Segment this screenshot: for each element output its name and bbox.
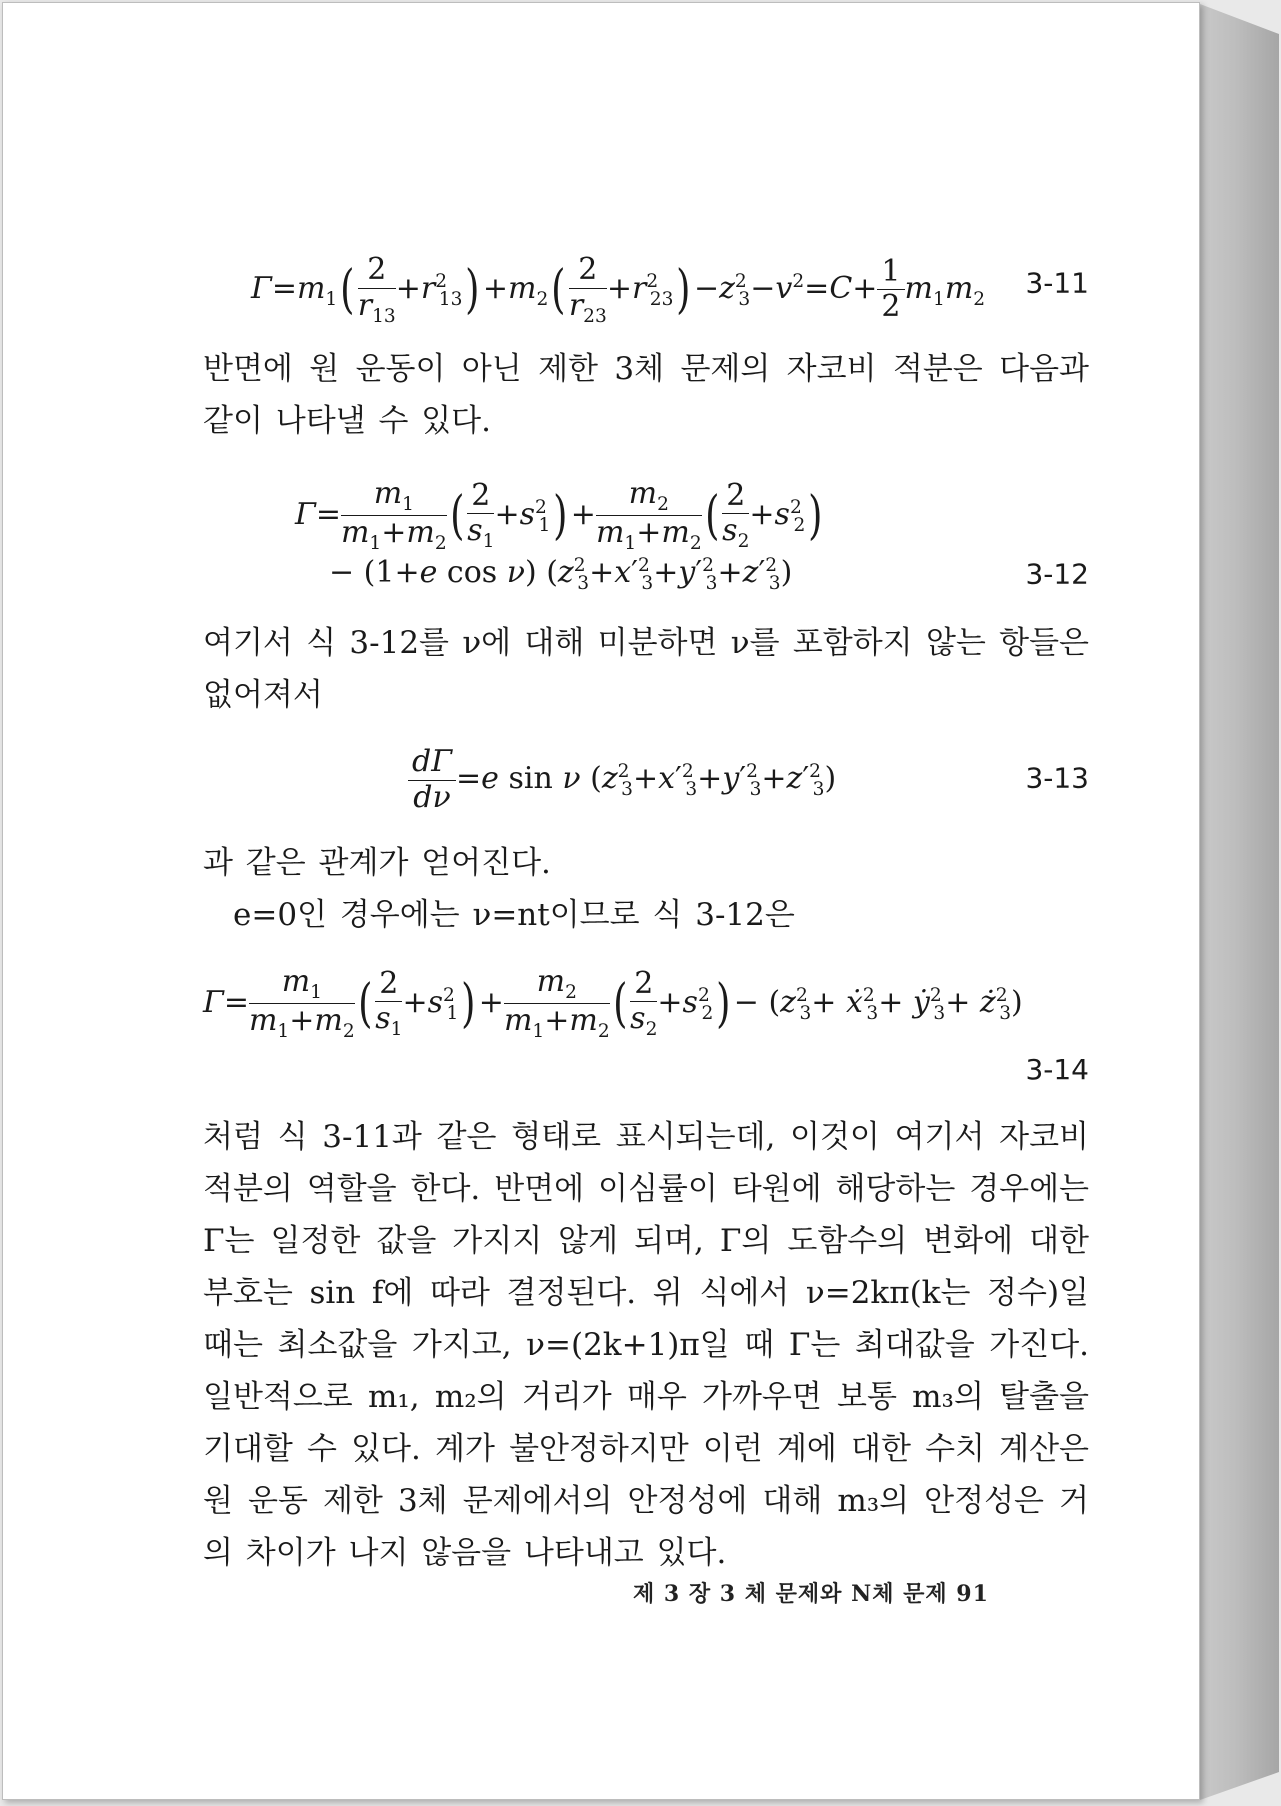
equation-3-14 <box>203 964 1089 1043</box>
paragraph-3: 과 같은 관계가 얻어진다. <box>203 845 551 881</box>
equation-3-12-body-1: Γ= $\frac{m_1}{m_1+m_2}$ ( $\frac{2}{s_1}$ $+s^2_1$) + $\frac{m_2}{m_1+m_2}$ ( $\frac{2}{s_2}$ $+s^2_2$) <box>295 476 823 555</box>
equation-3-12-line2 <box>203 551 1089 597</box>
paragraph-1: 반면에 원 운동이 아닌 제한 3체 문제의 자코비 적분은 다음과 같이 나타낼 수 있다. <box>203 351 1089 439</box>
equation-3-12-line1 <box>203 476 1089 555</box>
equation-3-13-body: $\frac{d\Gamma}{d\nu}$ =e sin ν $(z^2_3+x'^2_3+y'^2_3+z'^2_3)$ <box>408 745 836 815</box>
book-page-edge <box>1200 4 1279 1800</box>
equation-3-12-body-2: − (1+e cos ν) $(z^2_3+x'^2_3+y'^2_3+z'^2_3)$ <box>329 555 793 594</box>
paragraph-4: e=0인 경우에는 ν=nt이므로 식 3-12은 <box>233 897 795 933</box>
equation-number-3-12: 3-12 <box>1025 557 1089 591</box>
equation-number-3-11: 3-11 <box>1025 266 1089 300</box>
paragraph-5: 처럼 식 3-11과 같은 형태로 표시되는데, 이것이 여기서 자코비 적분의 역할을 한다. 반면에 이심률이 타원에 해당하는 경우에는 Γ는 일정한 값을 가지지 않게 되며, Γ의 도함수의 변화에 대한 부호는 sin f에 따라 결정된다. 위 식에서 ν=2kπ(k는 정수)일 때는 최소값을 가지고, ν=(2k+1)π일 때 Γ는 최대값을 가진다. 일반적으로 m₁, m₂의 거리가 매우 가까우면 보통 m₃의 탈출을 기대할 수 있다. 계가 불안정하지만 이런 계에 대한 수치 계산은 원 운동 제한 3체 문제에서의 안정성에 대해 m₃의 안정성은 거의 차이가 나지 않음을 나타내고 있다. <box>203 1119 1089 1571</box>
equation-number-3-14: 3-14 <box>1025 1053 1089 1086</box>
page-footer: 제 3 장 3 체 문제와 N체 문제 91 <box>633 1581 989 1607</box>
equation-3-14-body: Γ= $\frac{m_1}{m_1+m_2}$ ( $\frac{2}{s_1}$ $+s^2_1$) + $\frac{m_2}{m_1+m_2}$ ( $\frac{2}{s_2}$ $+s^2_2) - (z^2_3+$ ẋ$^2_3$+ ẏ$^2_3$+ $ż^2_3$) <box>203 964 1023 1043</box>
equation-3-11 <box>203 251 1089 327</box>
equation-number-3-13: 3-13 <box>1025 761 1089 795</box>
book-page <box>2 2 1200 1800</box>
equation-3-11-body: $\Gamma=m_1$( $\frac{2}{r_{13}}$ $+r^2_{13}) +m_2$( $\frac{2}{r_{23}}$ $+r^2_{23}) -z^2_3-v^2=C+$ $\frac{1}{2}$ $m_1m_2$ <box>251 252 986 327</box>
equation-3-13 <box>203 744 1089 815</box>
paragraph-2: 여기서 식 3-12를 ν에 대해 미분하면 ν를 포함하지 않는 항들은 없어져서 <box>203 625 1089 713</box>
